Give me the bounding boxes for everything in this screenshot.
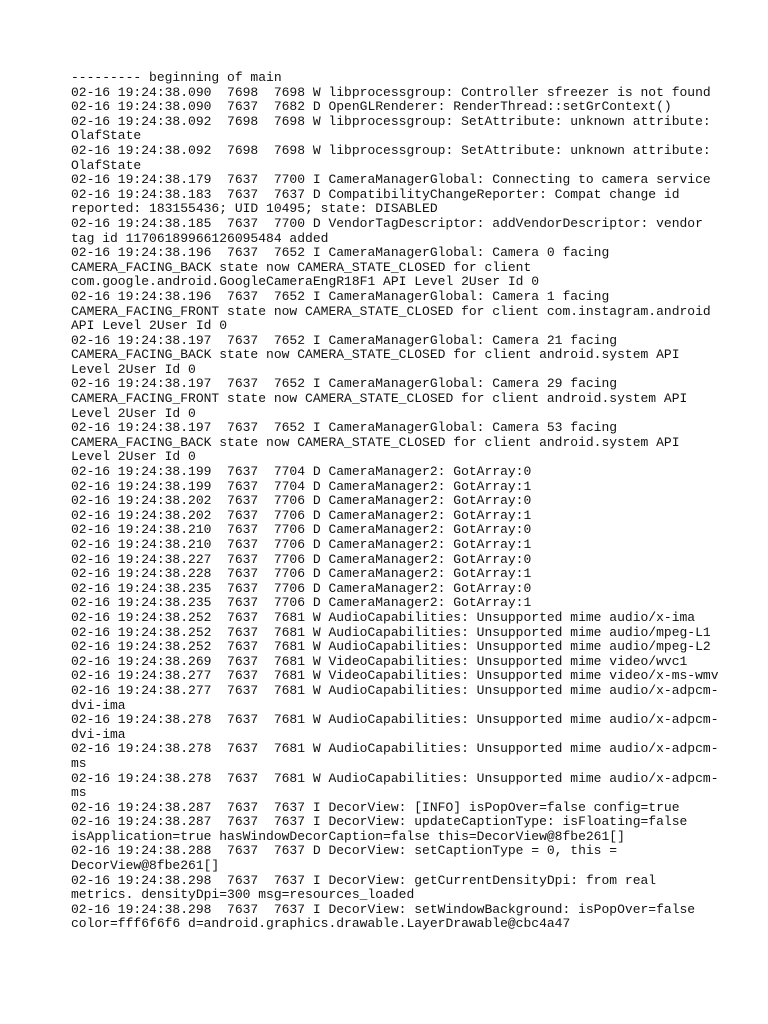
log-line: CAMERA_FACING_BACK state now CAMERA_STATE_CLOSED for client android.system API <box>71 347 680 363</box>
log-line: 02-16 19:24:38.179 7637 7700 I CameraManagerGlobal: Connecting to camera service <box>71 172 711 188</box>
log-line: CAMERA_FACING_BACK state now CAMERA_STATE_CLOSED for client android.system API <box>71 434 680 450</box>
log-line: 02-16 19:24:38.199 7637 7704 D CameraManager2: GotArray:0 <box>71 464 532 480</box>
log-line: 02-16 19:24:38.202 7637 7706 D CameraManager2: GotArray:1 <box>71 507 532 523</box>
log-line: 02-16 19:24:38.228 7637 7706 D CameraManager2: GotArray:1 <box>71 566 532 582</box>
log-line: --------- beginning of main <box>71 70 282 85</box>
log-line: DecorView@8fbe261[] <box>71 858 220 874</box>
logcat-output <box>71 70 719 932</box>
log-line: metrics. densityDpi=300 msg=resources_loaded <box>71 887 415 903</box>
log-line: 02-16 19:24:38.197 7637 7652 I CameraManagerGlobal: Camera 53 facing <box>71 420 618 436</box>
log-line: ms <box>71 785 87 801</box>
log-line: 02-16 19:24:38.210 7637 7706 D CameraManager2: GotArray:0 <box>71 522 532 538</box>
log-line: 02-16 19:24:38.210 7637 7706 D CameraManager2: GotArray:1 <box>71 537 532 552</box>
log-line: Level 2User Id 0 <box>71 449 196 465</box>
log-line: OlafState <box>71 157 142 173</box>
log-line: Level 2User Id 0 <box>71 361 196 377</box>
log-line: color=fff6f6f6 d=android.graphics.drawable.LayerDrawable@cbc4a47 <box>71 916 571 932</box>
log-line: com.google.android.GoogleCameraEngR18F1 API Level 2User Id 0 <box>71 274 540 290</box>
log-line: 02-16 19:24:38.197 7637 7652 I CameraManagerGlobal: Camera 21 facing <box>71 332 618 348</box>
log-line: 02-16 19:24:38.288 7637 7637 D DecorView: setCaptionType = 0, this = <box>71 843 618 859</box>
log-line: 02-16 19:24:38.235 7637 7706 D CameraManager2: GotArray:1 <box>71 595 532 611</box>
log-line: 02-16 19:24:38.196 7637 7652 I CameraManagerGlobal: Camera 0 facing <box>71 245 610 261</box>
log-line: CAMERA_FACING_FRONT state now CAMERA_STATE_CLOSED for client com.instagram.android <box>71 303 711 319</box>
log-line: 02-16 19:24:38.090 7637 7682 D OpenGLRenderer: RenderThread::setGrContext() <box>71 99 672 115</box>
log-line: 02-16 19:24:38.278 7637 7681 W AudioCapabilities: Unsupported mime audio/x-adpcm- <box>71 712 719 728</box>
log-line: 02-16 19:24:38.252 7637 7681 W AudioCapabilities: Unsupported mime audio/x-ima <box>71 609 696 625</box>
log-line: 02-16 19:24:38.090 7698 7698 W libprocessgroup: Controller sfreezer is not found <box>71 84 711 100</box>
log-line: API Level 2User Id 0 <box>71 318 228 334</box>
log-line: ms <box>71 755 87 771</box>
log-line: 02-16 19:24:38.235 7637 7706 D CameraManager2: GotArray:0 <box>71 580 532 596</box>
log-line: 02-16 19:24:38.197 7637 7652 I CameraManagerGlobal: Camera 29 facing <box>71 376 618 392</box>
log-line: 02-16 19:24:38.277 7637 7681 W AudioCapabilities: Unsupported mime audio/x-adpcm- <box>71 682 719 698</box>
log-line: 02-16 19:24:38.183 7637 7637 D CompatibilityChangeReporter: Compat change id <box>71 186 680 202</box>
log-line: isApplication=true hasWindowDecorCaption=false this=DecorView@8fbe261[] <box>71 828 625 844</box>
log-line: 02-16 19:24:38.298 7637 7637 I DecorView: setWindowBackground: isPopOver=false <box>71 901 696 917</box>
log-line: 02-16 19:24:38.287 7637 7637 I DecorView: [INFO] isPopOver=false config=true <box>71 799 680 815</box>
log-line: 02-16 19:24:38.278 7637 7681 W AudioCapabilities: Unsupported mime audio/x-adpcm- <box>71 741 719 757</box>
log-line: CAMERA_FACING_BACK state now CAMERA_STATE_CLOSED for client <box>71 259 532 275</box>
log-line: CAMERA_FACING_FRONT state now CAMERA_STATE_CLOSED for client android.system API <box>71 391 688 407</box>
log-line: dvi-ima <box>71 697 126 713</box>
log-line: 02-16 19:24:38.196 7637 7652 I CameraManagerGlobal: Camera 1 facing <box>71 288 610 304</box>
log-line: Level 2User Id 0 <box>71 405 196 421</box>
log-line: 02-16 19:24:38.202 7637 7706 D CameraManager2: GotArray:0 <box>71 493 532 509</box>
log-line: 02-16 19:24:38.277 7637 7681 W VideoCapabilities: Unsupported mime video/x-ms-wmv <box>71 668 719 684</box>
log-line: 02-16 19:24:38.092 7698 7698 W libprocessgroup: SetAttribute: unknown attribute: <box>71 113 711 129</box>
log-line: 02-16 19:24:38.199 7637 7704 D CameraManager2: GotArray:1 <box>71 478 532 494</box>
log-line: 02-16 19:24:38.252 7637 7681 W AudioCapabilities: Unsupported mime audio/mpeg-L1 <box>71 624 711 640</box>
log-line: 02-16 19:24:38.227 7637 7706 D CameraManager2: GotArray:0 <box>71 551 532 567</box>
log-line: dvi-ima <box>71 726 126 742</box>
log-line: 02-16 19:24:38.092 7698 7698 W libprocessgroup: SetAttribute: unknown attribute: <box>71 142 711 158</box>
log-line: 02-16 19:24:38.269 7637 7681 W VideoCapabilities: Unsupported mime video/wvc1 <box>71 653 688 669</box>
log-line: 02-16 19:24:38.252 7637 7681 W AudioCapabilities: Unsupported mime audio/mpeg-L2 <box>71 639 711 655</box>
log-line: 02-16 19:24:38.287 7637 7637 I DecorView: updateCaptionType: isFloating=false <box>71 814 688 830</box>
log-line: 02-16 19:24:38.298 7637 7637 I DecorView: getCurrentDensityDpi: from real <box>71 872 657 888</box>
log-line: tag id 11706189966126095484 added <box>71 230 329 246</box>
log-line: OlafState <box>71 128 142 144</box>
log-line: reported: 183155436; UID 10495; state: DISABLED <box>71 201 438 217</box>
log-line: 02-16 19:24:38.185 7637 7700 D VendorTagDescriptor: addVendorDescriptor: vendor <box>71 215 703 231</box>
log-line: 02-16 19:24:38.278 7637 7681 W AudioCapabilities: Unsupported mime audio/x-adpcm- <box>71 770 719 786</box>
